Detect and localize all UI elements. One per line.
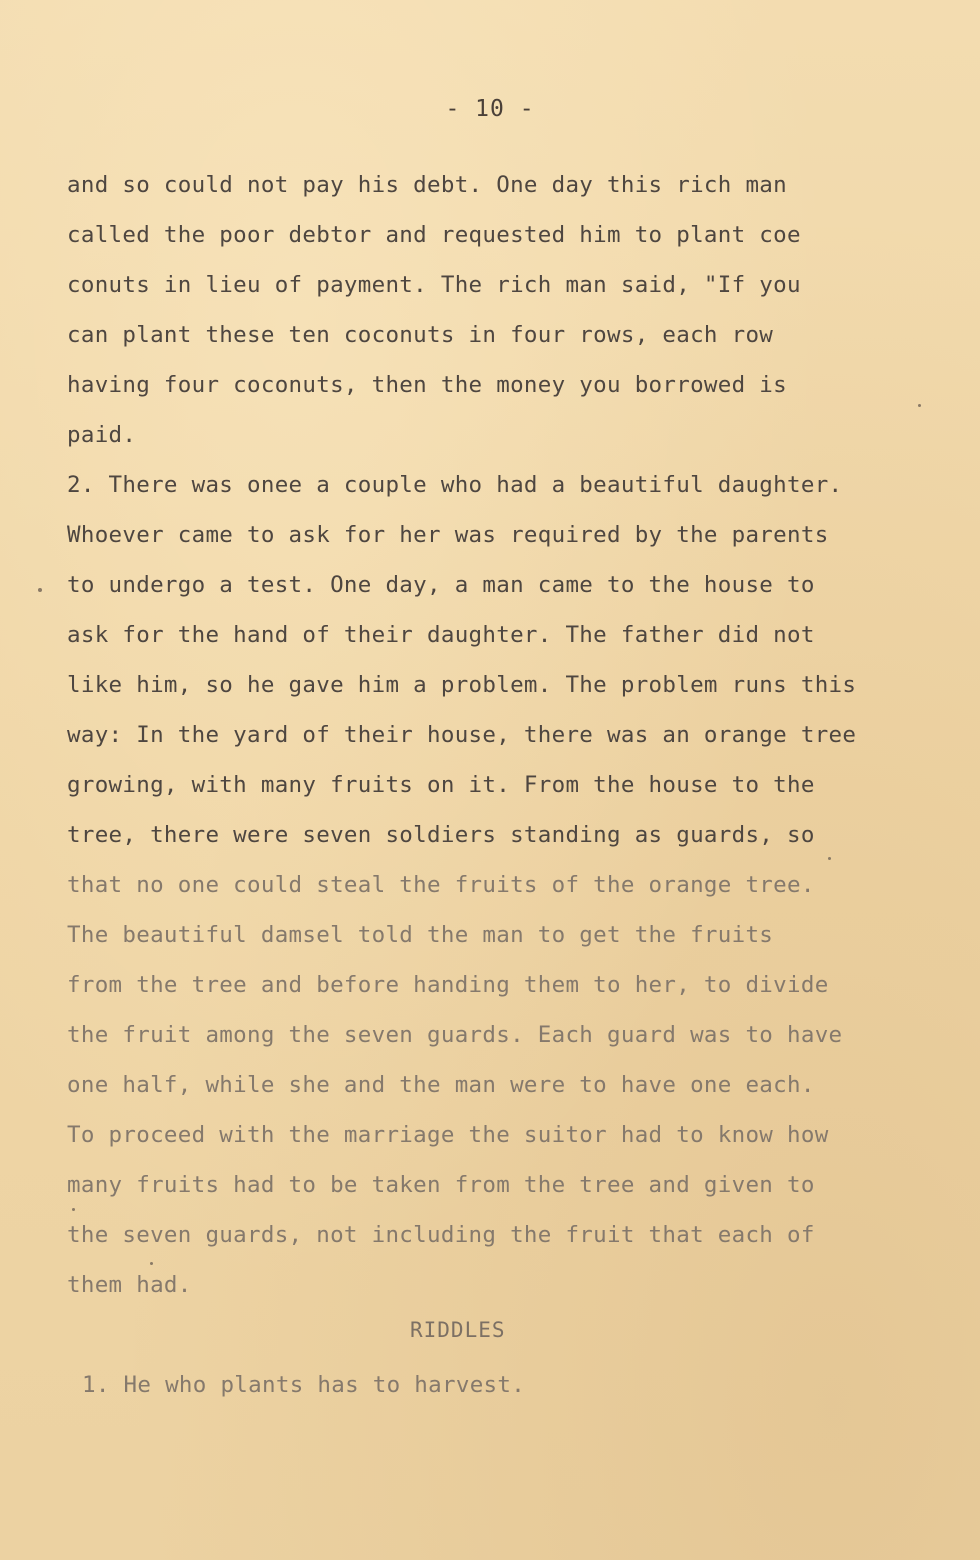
paper-speck: [72, 1208, 75, 1211]
paper-speck: [918, 404, 921, 407]
text-line: conuts in lieu of payment. The rich man said, "If you: [67, 272, 801, 298]
text-line: 2. There was onee a couple who had a beautiful daughter.: [67, 472, 843, 498]
text-line: to undergo a test. One day, a man came to the house to: [67, 572, 815, 598]
text-line: one half, while she and the man were to have one each.: [67, 1072, 815, 1098]
text-line: Whoever came to ask for her was required by the parents: [67, 522, 829, 548]
text-line: called the poor debtor and requested him to plant coe: [67, 222, 801, 248]
text-line: To proceed with the marriage the suitor had to know how: [67, 1122, 829, 1148]
paper-speck: [38, 588, 42, 592]
text-line: way: In the yard of their house, there was an orange tree: [67, 722, 857, 748]
text-line: from the tree and before handing them to her, to divide: [67, 972, 829, 998]
page-number: - 10 -: [445, 96, 535, 122]
text-line: growing, with many fruits on it. From the house to the: [67, 772, 815, 798]
text-line: many fruits had to be taken from the tree and given to: [67, 1172, 815, 1198]
riddles-heading: RIDDLES: [410, 1318, 506, 1342]
text-line: and so could not pay his debt. One day this rich man: [67, 172, 787, 198]
text-line: that no one could steal the fruits of the orange tree.: [67, 872, 815, 898]
paper-speck: [828, 857, 831, 860]
paper-speck: [150, 1262, 153, 1265]
text-line: paid.: [67, 422, 137, 448]
text-line: the fruit among the seven guards. Each guard was to have: [67, 1022, 843, 1048]
text-line: The beautiful damsel told the man to get the fruits: [67, 922, 774, 948]
riddle-item: 1. He who plants has to harvest.: [82, 1372, 526, 1398]
text-line: like him, so he gave him a problem. The problem runs this: [67, 672, 857, 698]
text-line: them had.: [67, 1272, 192, 1298]
text-line: the seven guards, not including the fruit that each of: [67, 1222, 815, 1248]
text-line: having four coconuts, then the money you borrowed is: [67, 372, 787, 398]
text-line: tree, there were seven soldiers standing as guards, so: [67, 822, 815, 848]
text-line: ask for the hand of their daughter. The father did not: [67, 622, 815, 648]
text-line: can plant these ten coconuts in four rows, each row: [67, 322, 774, 348]
